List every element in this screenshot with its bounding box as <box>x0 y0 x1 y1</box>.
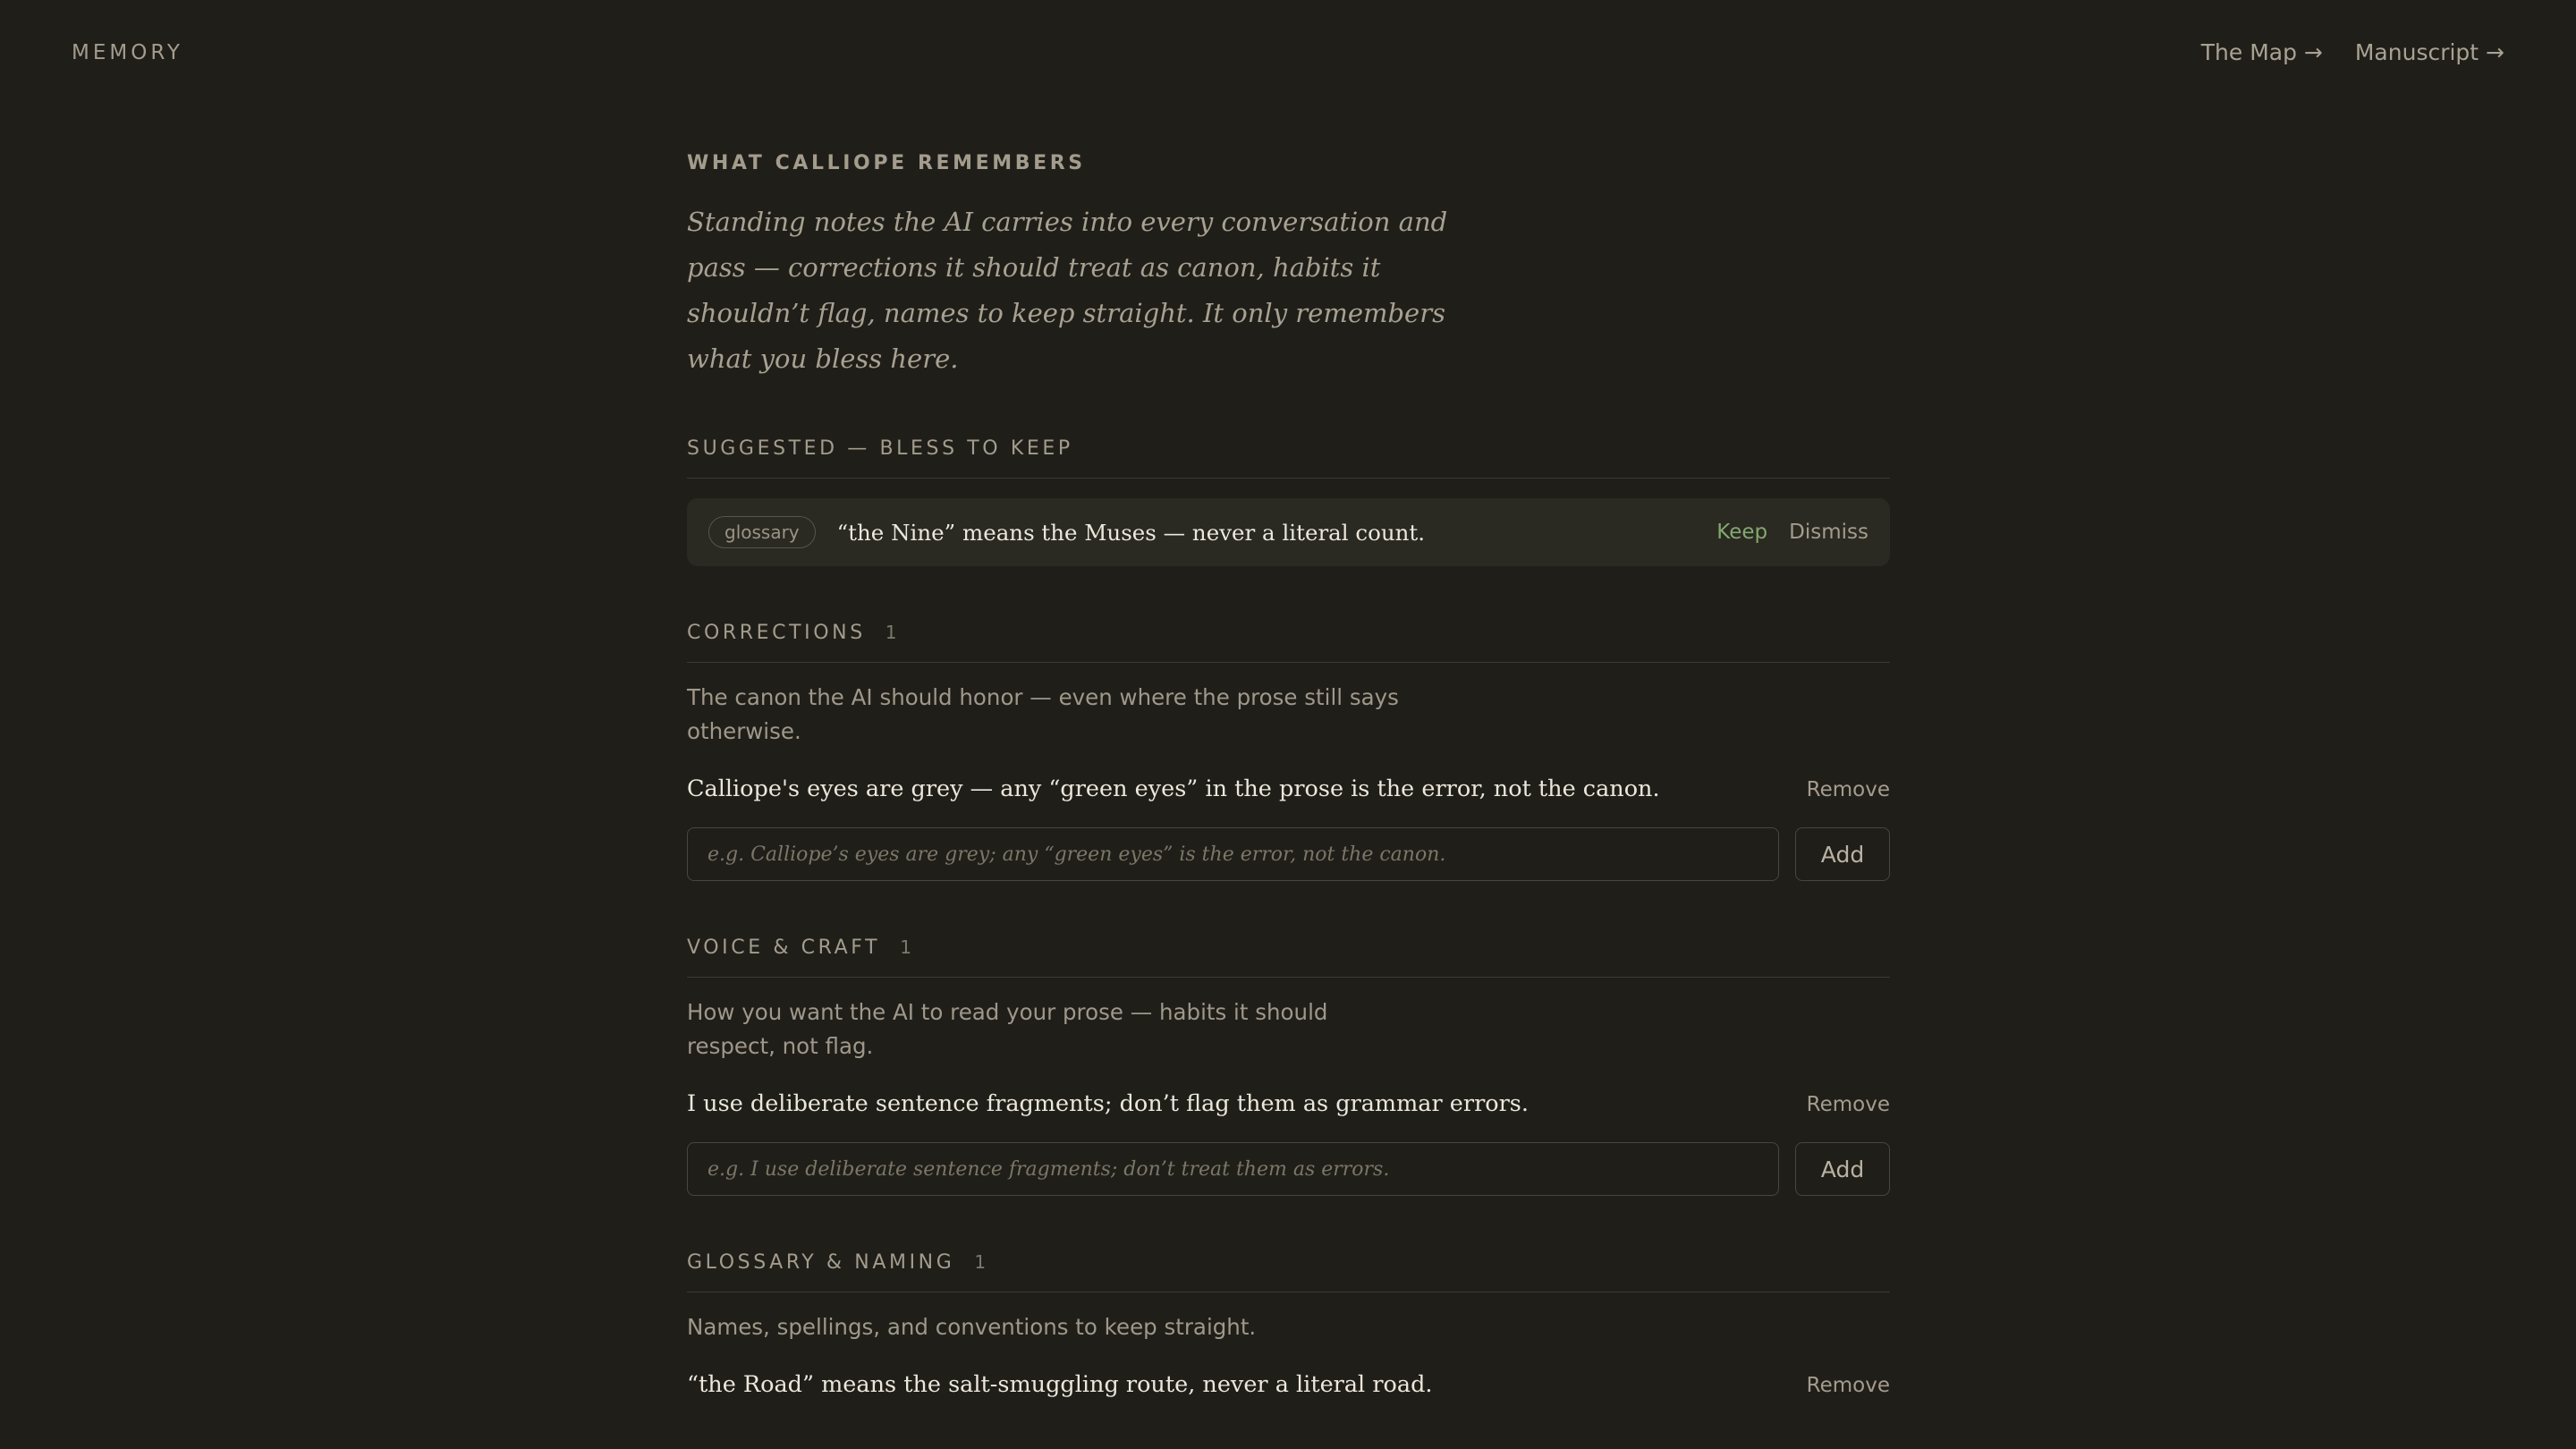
entry-text: “the Road” means the salt-smuggling route, never a literal road. <box>687 1371 1433 1398</box>
manuscript-link[interactable]: Manuscript → <box>2354 39 2504 65</box>
memory-entry <box>687 775 1890 802</box>
memory-entry <box>687 1090 1890 1117</box>
corrections-count: 1 <box>885 622 897 643</box>
add-correction-row <box>687 827 1890 881</box>
page-brand: MEMORY <box>72 41 183 64</box>
suggested-header <box>687 437 1890 479</box>
glossary-count: 1 <box>974 1251 987 1273</box>
page-title: WHAT CALLIOPE REMEMBERS <box>687 152 1086 174</box>
suggestion-tag: glossary <box>708 516 816 548</box>
corrections-section <box>687 622 1890 881</box>
glossary-description: Names, spellings, and conventions to keep straight. <box>687 1314 1257 1340</box>
corrections-header <box>687 622 1890 663</box>
suggested-title: SUGGESTED — BLESS TO KEEP <box>687 437 1073 460</box>
add-correction-button[interactable]: Add <box>1795 827 1890 881</box>
glossary-section <box>687 1251 1890 1398</box>
add-voice-row <box>687 1142 1890 1196</box>
suggested-section <box>687 437 1890 566</box>
correction-input[interactable] <box>687 827 1779 881</box>
remove-button[interactable]: Remove <box>1806 1093 1890 1116</box>
remove-button[interactable]: Remove <box>1806 1374 1890 1397</box>
voice-input[interactable] <box>687 1142 1779 1196</box>
memory-entry <box>687 1371 1890 1398</box>
top-bar <box>0 0 2576 111</box>
suggestion-text: “the Nine” means the Muses — never a literal count. <box>836 519 1426 546</box>
remove-button[interactable]: Remove <box>1806 778 1890 801</box>
voice-count: 1 <box>900 936 911 958</box>
voice-title: VOICE & CRAFT <box>687 936 881 959</box>
corrections-description: The canon the AI should honor — even where the prose still says otherwise. <box>687 684 1399 744</box>
entry-text: Calliope's eyes are grey — any “green eyes” in the prose is the error, not the canon. <box>687 775 1660 802</box>
memory-main <box>687 152 1890 1398</box>
top-nav <box>2201 39 2504 65</box>
dismiss-button[interactable]: Dismiss <box>1789 521 1868 544</box>
voice-header <box>687 936 1890 978</box>
the-map-link[interactable]: The Map → <box>2200 39 2323 65</box>
glossary-header <box>687 1251 1890 1292</box>
intro-text: Standing notes the AI carries into every conversation and pass — corrections it should treat as canon, habits it shouldn’t flag, names to keep straight. It only remembers what you bless here. <box>687 207 1448 374</box>
glossary-title: GLOSSARY & NAMING <box>687 1251 955 1274</box>
corrections-title: CORRECTIONS <box>687 622 866 644</box>
add-voice-button[interactable]: Add <box>1795 1142 1890 1196</box>
voice-section <box>687 936 1890 1196</box>
entry-text: I use deliberate sentence fragments; don’t flag them as grammar errors. <box>687 1090 1529 1117</box>
voice-description: How you want the AI to read your prose — habits it should respect, not flag. <box>687 999 1328 1059</box>
keep-button[interactable]: Keep <box>1716 521 1768 544</box>
suggestion-card <box>687 498 1890 566</box>
